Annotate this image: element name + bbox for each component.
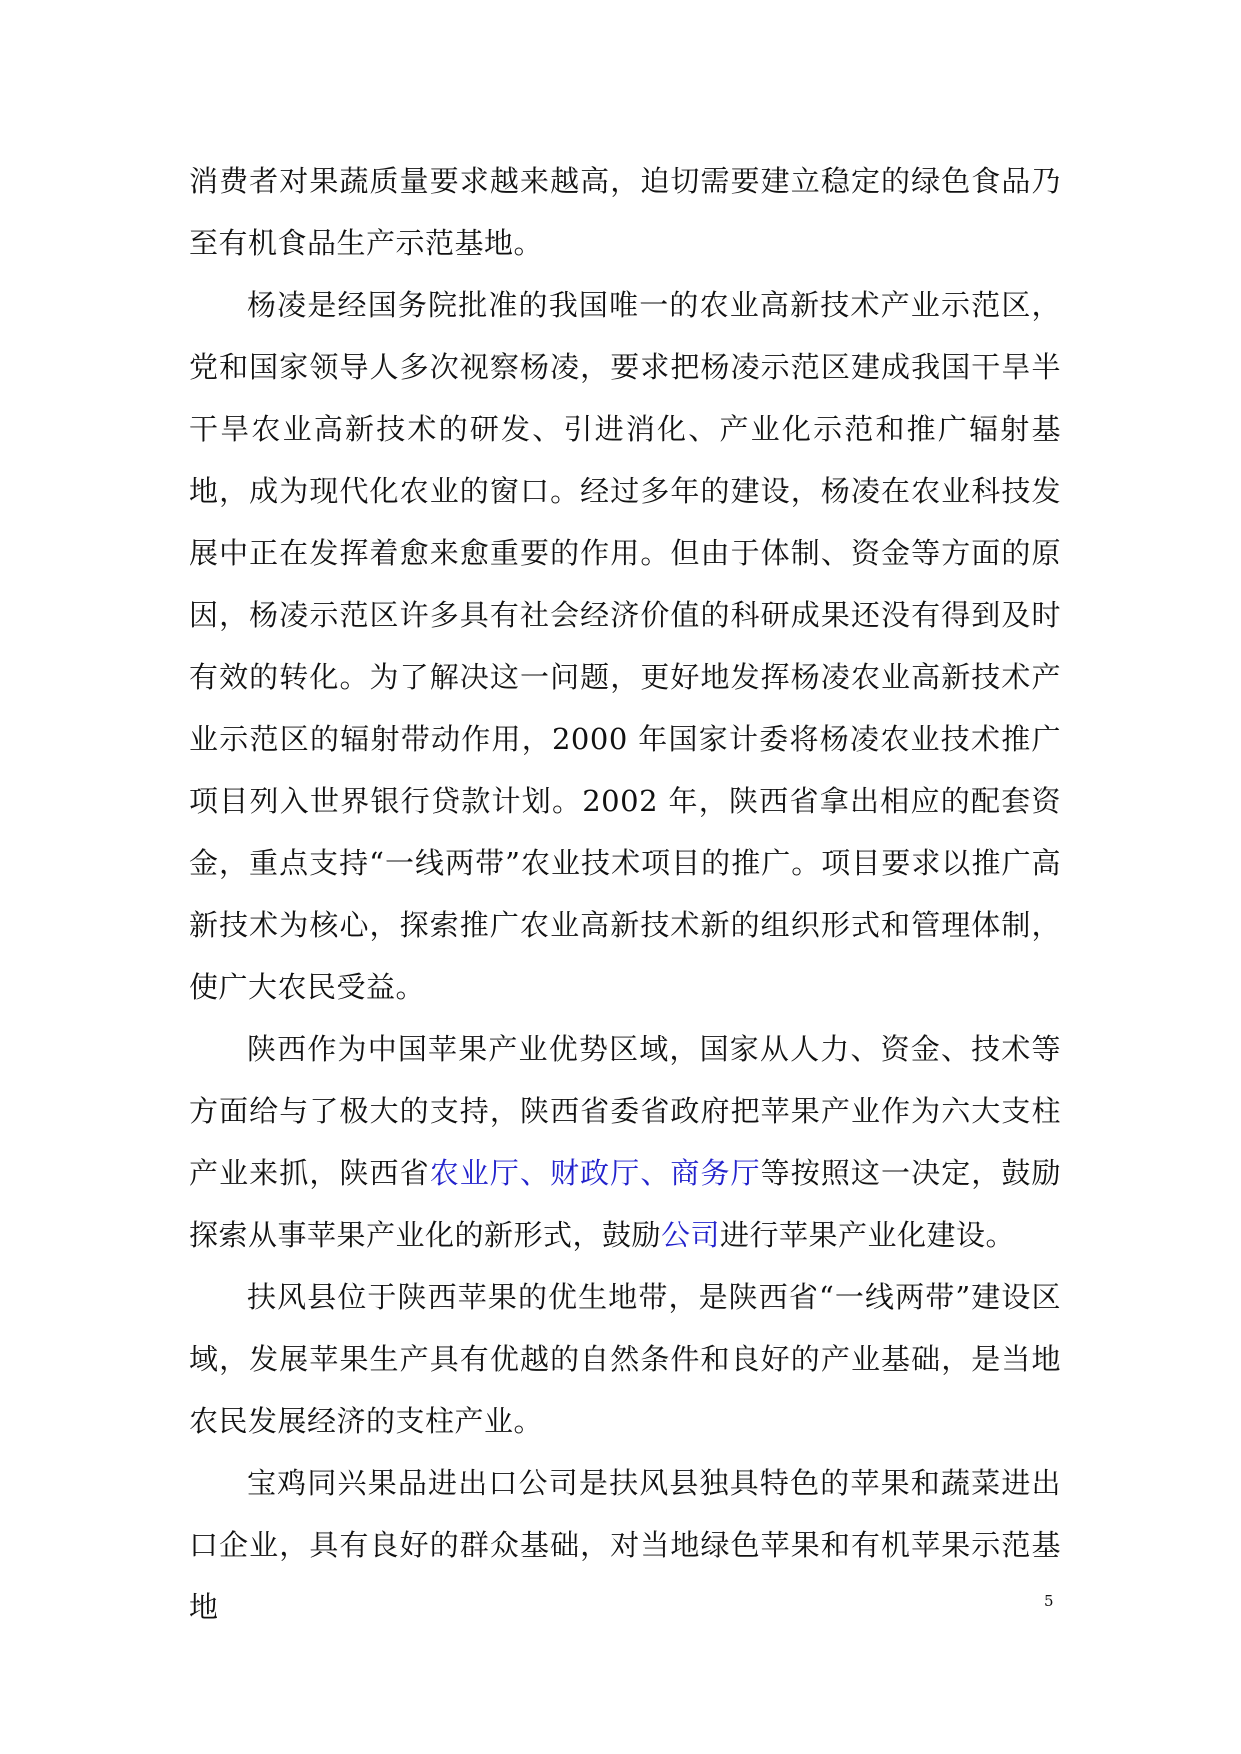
paragraph-text: 进行苹果产业化建设。 [720,1218,1016,1252]
paragraph-text: 消费者对果蔬质量要求越来越高，迫切需要建立稳定的绿色食品乃至有机食品生产示范基地。 [189,164,1061,260]
paragraph-5 [189,1452,1061,1638]
paragraph-text: 陕西作为中国苹果产业优势区域，国家从人力、资金、技术等方面给与了极大的支持，陕西省委省政府把苹果产业作为六大支柱产业来抓，陕西省 [189,1032,1061,1190]
company-link[interactable]: 公司 [661,1218,721,1252]
paragraph-3 [189,1018,1061,1266]
paragraph-2 [189,274,1061,1018]
paragraph-1 [189,150,1061,274]
departments-link[interactable]: 农业厅、财政厅、商务厅 [429,1156,761,1190]
document-body [189,150,1061,1638]
paragraph-text: 宝鸡同兴果品进出口公司是扶风县独具特色的苹果和蔬菜进出口企业，具有良好的群众基础，对当地绿色苹果和有机苹果示范基地 [189,1466,1061,1624]
paragraph-text: 扶风县位于陕西苹果的优生地带，是陕西省“一线两带”建设区域，发展苹果生产具有优越的自然条件和良好的产业基础，是当地农民发展经济的支柱产业。 [189,1280,1061,1438]
page-number: 5 [1044,1592,1054,1610]
paragraph-4 [189,1266,1061,1452]
paragraph-text: 杨凌是经国务院批准的我国唯一的农业高新技术产业示范区，党和国家领导人多次视察杨凌，要求把杨凌示范区建成我国干旱半干旱农业高新技术的研发、引进消化、产业化示范和推广辐射基地，成为现代化农业的窗口。经过多年的建设，杨凌在农业科技发展中正在发挥着愈来愈重要的作用。但由于体制、资金等方面的原因，杨凌示范区许多具有社会经济价值的科研成果还没有得到及时有效的转化。为了解决这一问题，更好地发挥杨凌农业高新技术产业示范区的辐射带动作用，2000 年国家计委将杨凌农业技术推广项目列入世界银行贷款计划。2002 年，陕西省拿出相应的配套资金，重点支持“一线两带”农业技术项目的推广。项目要求以推广高新技术为核心，探索推广农业高新技术新的组织形式和管理体制，使广大农民受益。 [189,288,1061,1004]
paragraph-text: 等按照这一决定，鼓励探索从事苹果产业化的新形式，鼓励 [189,1156,1061,1252]
